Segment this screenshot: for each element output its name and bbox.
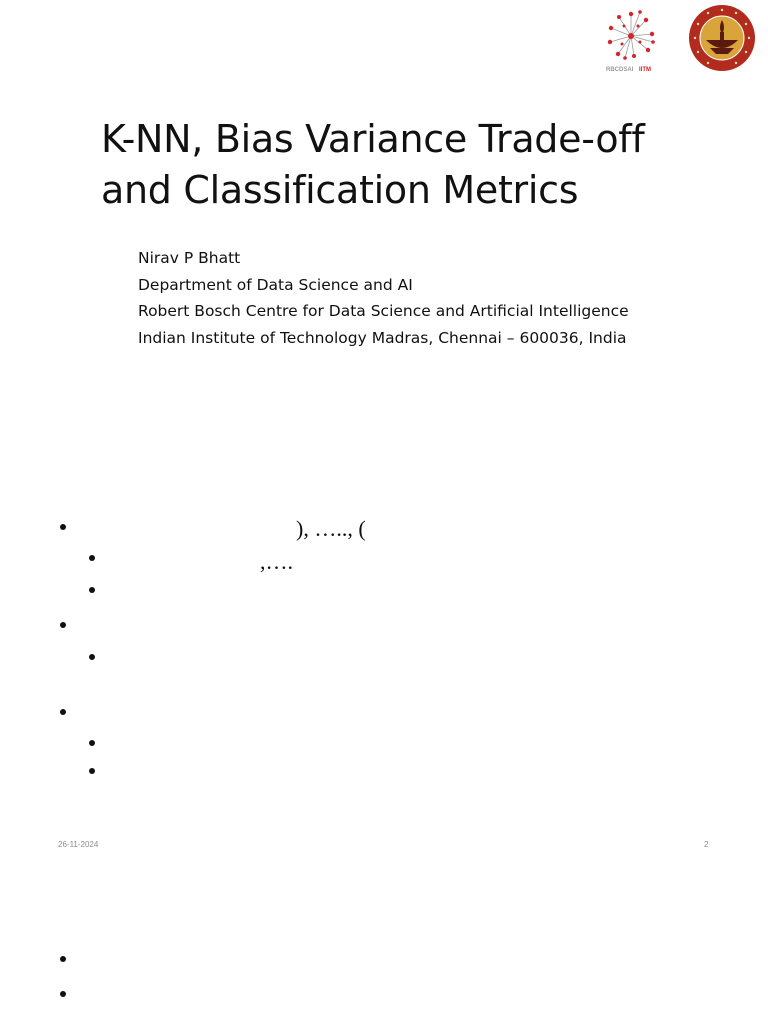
sub-bullet-marker [89,555,95,561]
sub-bullet-marker [89,740,95,746]
rbcdsai-logo [600,8,662,76]
bullet-marker [60,709,66,715]
bullet-marker [60,991,66,997]
footer-page-number: 2 [704,840,709,849]
author-department: Department of Data Science and AI [138,275,413,294]
author-name: Nirav P Bhatt [138,249,241,267]
bullet-marker [60,956,66,962]
sub-bullet-marker [89,587,95,593]
iitm-seal-logo [688,4,756,72]
author-block [138,245,738,351]
rbcdsai-logo-suffix: IITM [639,67,651,73]
footer-date: 26-11-2024 [58,840,99,849]
rbcdsai-logo-text: RBCDSAI [606,67,634,73]
author-institute: Indian Institute of Technology Madras, Chennai – 600036, India [138,328,627,347]
rbcdsai-logo-icon [600,8,662,76]
bullet-text-fragment: ), ….., ( [296,516,366,541]
iitm-seal-icon [688,4,756,72]
sub-bullet-marker [89,768,95,774]
author-centre: Robert Bosch Centre for Data Science and Artificial Intelligence [138,302,629,320]
slide-title-line-2: and Classification Metrics [101,168,579,212]
bullet-marker [60,524,66,530]
slide-title [101,114,741,216]
sub-bullet-marker [89,654,95,660]
sub-bullet-text-fragment: ,…. [260,549,293,574]
bullet-marker [60,622,66,628]
slide-title-line-1: K-NN, Bias Variance Trade-off [101,117,645,161]
